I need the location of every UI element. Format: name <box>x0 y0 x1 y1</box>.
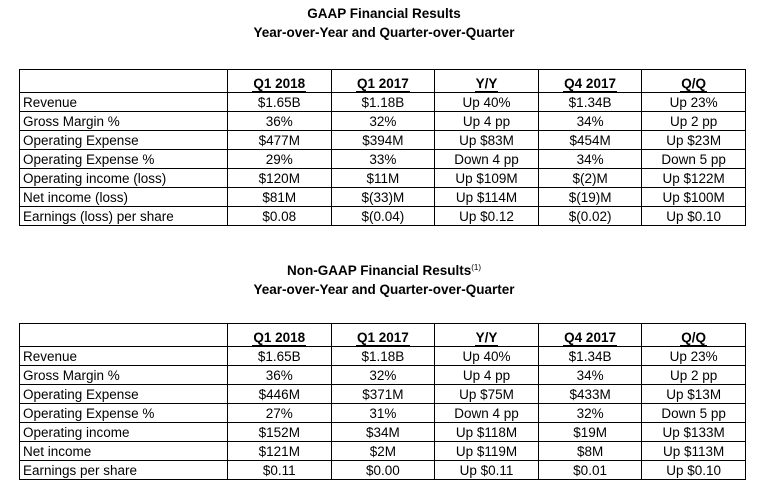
table-cell: 32% <box>331 366 435 385</box>
row-label: Operating income <box>20 423 228 442</box>
table-cell: $81M <box>228 188 332 207</box>
table-cell: 32% <box>331 112 435 131</box>
table-cell: 36% <box>228 112 332 131</box>
table-row <box>20 423 746 442</box>
column-header <box>642 70 746 93</box>
table-row <box>20 385 746 404</box>
table-cell: $152M <box>228 423 332 442</box>
row-label: Earnings (loss) per share <box>20 207 228 226</box>
table-cell: Up $133M <box>642 423 746 442</box>
table-cell: 34% <box>538 150 642 169</box>
table-cell: $1.18B <box>331 93 435 112</box>
table-cell: Up 4 pp <box>435 366 539 385</box>
table-cell: $1.34B <box>538 93 642 112</box>
gaap-title: GAAP Financial Results <box>307 6 461 21</box>
table-cell: 36% <box>228 366 332 385</box>
row-label: Operating Expense <box>20 131 228 150</box>
table-cell: 34% <box>538 112 642 131</box>
table-cell: $477M <box>228 131 332 150</box>
non-gaap-title-text: Non-GAAP Financial Results <box>286 263 472 278</box>
table-cell: Up $23M <box>642 131 746 150</box>
table-cell: $(0.02) <box>538 207 642 226</box>
table-cell: Down 4 pp <box>435 150 539 169</box>
table-cell: Down 5 pp <box>642 404 746 423</box>
table-cell: 34% <box>538 366 642 385</box>
table-cell: Up 2 pp <box>642 366 746 385</box>
table-cell: Up $83M <box>435 131 539 150</box>
table-cell: Down 5 pp <box>642 150 746 169</box>
table-row <box>20 131 746 150</box>
table-header-row <box>20 70 746 93</box>
table-row <box>20 347 746 366</box>
column-header <box>331 70 435 93</box>
table-cell: Up 40% <box>435 347 539 366</box>
column-header-label: Q4 2017 <box>564 76 616 91</box>
table-cell: Up $0.10 <box>642 461 746 480</box>
table-cell: 29% <box>228 150 332 169</box>
table-row <box>20 169 746 188</box>
table-cell: $19M <box>538 423 642 442</box>
column-header <box>435 70 539 93</box>
table-cell: Up $75M <box>435 385 539 404</box>
row-label: Operating Expense % <box>20 150 228 169</box>
row-label: Net income (loss) <box>20 188 228 207</box>
table-cell: $454M <box>538 131 642 150</box>
row-label: Operating Expense <box>20 385 228 404</box>
column-header <box>642 324 746 347</box>
column-header-label: Y/Y <box>475 76 498 91</box>
table-cell: $(19)M <box>538 188 642 207</box>
column-header-label: Q/Q <box>681 76 707 91</box>
column-header <box>228 324 332 347</box>
table-cell: $11M <box>331 169 435 188</box>
gaap-subtitle: Year-over-Year and Quarter-over-Quarter <box>253 25 515 40</box>
table-row <box>20 150 746 169</box>
row-label: Operating income (loss) <box>20 169 228 188</box>
table-cell: 32% <box>538 404 642 423</box>
footnote-marker: (1) <box>471 263 482 272</box>
table-row <box>20 188 746 207</box>
table-row <box>20 404 746 423</box>
table-cell: $120M <box>228 169 332 188</box>
table-row <box>20 93 746 112</box>
table-cell: Up 2 pp <box>642 112 746 131</box>
table-cell: $433M <box>538 385 642 404</box>
table-cell: Up $0.12 <box>435 207 539 226</box>
row-label: Operating Expense % <box>20 404 228 423</box>
row-label: Gross Margin % <box>20 112 228 131</box>
table-cell: Up $0.10 <box>642 207 746 226</box>
table-row <box>20 442 746 461</box>
table-cell: Up $100M <box>642 188 746 207</box>
gaap-results-table <box>19 69 746 226</box>
table-cell: Up 40% <box>435 93 539 112</box>
table-cell: Down 4 pp <box>435 404 539 423</box>
table-cell: $8M <box>538 442 642 461</box>
table-cell: $(0.04) <box>331 207 435 226</box>
column-header-label: Q/Q <box>681 330 707 345</box>
table-cell: $1.65B <box>228 347 332 366</box>
column-header <box>538 70 642 93</box>
table-cell: $2M <box>331 442 435 461</box>
table-cell: Up 4 pp <box>435 112 539 131</box>
table-cell: Up $13M <box>642 385 746 404</box>
column-header <box>228 70 332 93</box>
table-cell: $0.08 <box>228 207 332 226</box>
table-cell: Up $114M <box>435 188 539 207</box>
table-cell: $34M <box>331 423 435 442</box>
table-cell: $1.65B <box>228 93 332 112</box>
row-label: Net income <box>20 442 228 461</box>
table-cell: $1.18B <box>331 347 435 366</box>
column-header-label: Q1 2018 <box>253 76 306 91</box>
column-header-label: Q1 2017 <box>356 330 409 345</box>
table-cell: $1.34B <box>538 347 642 366</box>
table-cell: $121M <box>228 442 332 461</box>
table-cell: Up $122M <box>642 169 746 188</box>
non-gaap-title <box>0 263 768 279</box>
table-cell: $446M <box>228 385 332 404</box>
table-cell: Up 23% <box>642 347 746 366</box>
column-header <box>538 324 642 347</box>
table-cell: 33% <box>331 150 435 169</box>
table-cell: Up $109M <box>435 169 539 188</box>
column-header-label: Q1 2018 <box>253 330 306 345</box>
non-gaap-results-table <box>19 323 746 480</box>
column-header-label: Q1 2017 <box>356 76 409 91</box>
non-gaap-subtitle: Year-over-Year and Quarter-over-Quarter <box>253 282 515 297</box>
table-cell: $0.01 <box>538 461 642 480</box>
table-cell: 27% <box>228 404 332 423</box>
table-header-row <box>20 324 746 347</box>
column-header <box>331 324 435 347</box>
table-cell: $394M <box>331 131 435 150</box>
header-cell-blank <box>20 324 228 347</box>
row-label: Revenue <box>20 347 228 366</box>
header-cell-blank <box>20 70 228 93</box>
table-cell: $371M <box>331 385 435 404</box>
table-cell: $(33)M <box>331 188 435 207</box>
table-cell: Up 23% <box>642 93 746 112</box>
table-row <box>20 112 746 131</box>
table-row <box>20 461 746 480</box>
column-header-label: Y/Y <box>475 330 498 345</box>
column-header-label: Q4 2017 <box>564 330 616 345</box>
row-label: Earnings per share <box>20 461 228 480</box>
column-header <box>435 324 539 347</box>
table-row <box>20 207 746 226</box>
table-cell: Up $0.11 <box>435 461 539 480</box>
row-label: Revenue <box>20 93 228 112</box>
table-row <box>20 366 746 385</box>
table-cell: Up $113M <box>642 442 746 461</box>
row-label: Gross Margin % <box>20 366 228 385</box>
table-cell: $0.11 <box>228 461 332 480</box>
table-cell: 31% <box>331 404 435 423</box>
table-cell: $0.00 <box>331 461 435 480</box>
table-cell: Up $119M <box>435 442 539 461</box>
table-cell: Up $118M <box>435 423 539 442</box>
table-cell: $(2)M <box>538 169 642 188</box>
